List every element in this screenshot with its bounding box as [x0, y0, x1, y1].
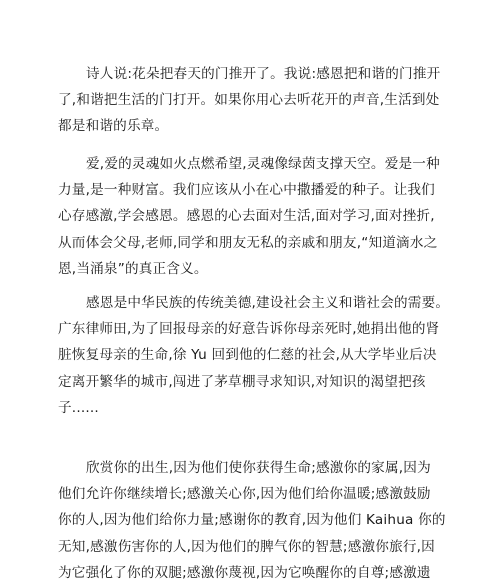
text-line: 感恩是中华民族的传统美德,建设社会主义和谐社会的需要。 — [86, 295, 450, 311]
text-line: 广东律师田,为了回报母亲的好意告诉你母亲死时,她捐出他的肾 — [58, 321, 440, 338]
text-line: 他们允许你继续增长;感激关心你,因为他们给你温暖;感激鼓励 — [58, 486, 431, 503]
text-line: 为它强化了你的双腿;感激你蔑视,因为它唤醒你的自尊;感激遗 — [58, 564, 431, 581]
text-line: 子...... — [58, 399, 99, 416]
text-line: 从而体会父母,老师,同学和朋友无私的亲戚和朋友,“知道滴水之 — [58, 234, 438, 251]
text-line: 都是和谐的乐章。 — [58, 118, 169, 135]
text-line: 脏恢复母亲的生命,徐 Yu 回到他的仁慈的社会,从大学毕业后决 — [58, 347, 437, 364]
text-line: 爱,爱的灵魂如火点燃希望,灵魂像绿茵支撑天空。爱是一种 — [86, 156, 440, 172]
text-line: 定离开繁华的城市,闯进了茅草棚寻求知识,对知识的渴望把孩 — [58, 373, 426, 390]
paragraph-1 — [58, 61, 442, 140]
text-line: 无知,感激伤害你的人,因为他们的脾气你的智慧;感激你旅行,因 — [58, 538, 435, 555]
paragraph-4 — [58, 455, 446, 586]
text-line: 欣赏你的出生,因为他们使你获得生命;感激你的家属,因为 — [86, 460, 431, 476]
text-line: 你的人,因为他们给你力量;感谢你的教育,因为他们 Kaihua 你的 — [58, 512, 446, 529]
text-line: 诗人说:花朵把春天的门推开了。我说:感恩把和谐的门推开 — [86, 66, 441, 82]
text-line: 了,和谐把生活的门打开。如果你用心去听花开的声音,生活到处 — [58, 92, 440, 109]
paragraph-3 — [58, 290, 450, 421]
paragraph-2 — [58, 151, 442, 282]
text-line: 力量,是一种财富。我们应该从小在心中撒播爱的种子。让我们 — [58, 182, 435, 199]
text-line: 心存感激,学会感恩。感恩的心去面对生活,面对学习,面对挫折, — [58, 208, 435, 225]
text-line: 恩,当涌泉”的真正含义。 — [58, 260, 208, 277]
